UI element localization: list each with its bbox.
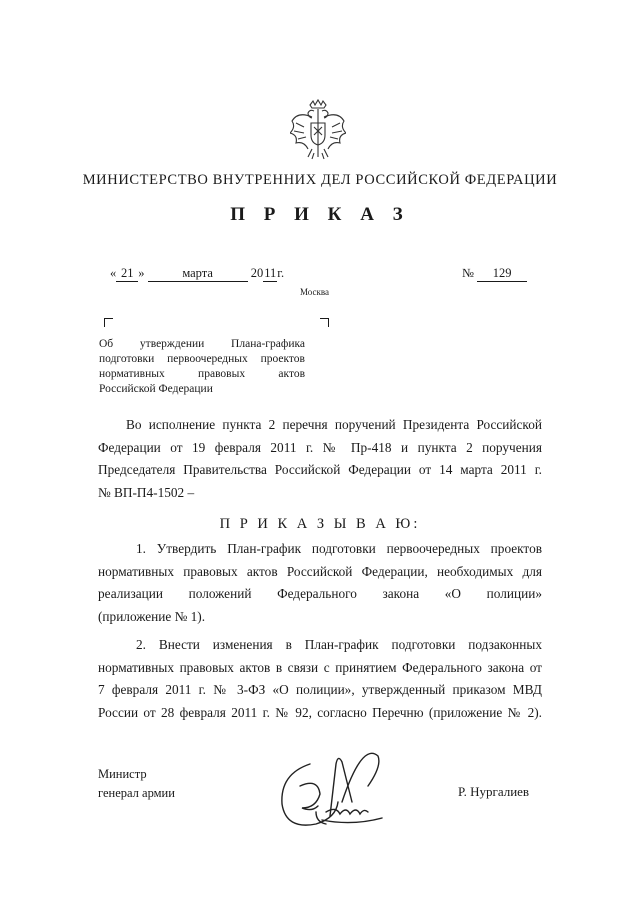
order-number-value: 129	[477, 266, 527, 282]
signatory-position: Министр генерал армии	[98, 767, 175, 800]
order-item-2: 2. Внести изменения в План-график подготовки подзаконных нормативных правовых актов в связи с принятием Федерального закона от 7 февраля 2011 г. № 3-ФЗ «О полиции», утвержденный приказом МВД России от 28 февраля 2011 г. № 92, согласно Перечню (приложение № 2).	[98, 637, 542, 720]
order-item-1: 1. Утвердить План-график подготовки первоочередных проектов нормативных правовых актов Российской Федерации, необходимых для реализации положений Федерального закона «О полиции» (приложение № 1).	[98, 541, 542, 624]
order-number: № 129	[462, 266, 527, 282]
date-year-suffix: 11	[264, 266, 277, 280]
order-heading: П Р И К А З Ы В А Ю:	[219, 516, 421, 532]
coat-of-arms-icon	[290, 97, 346, 161]
document-type: П Р И К А З	[230, 204, 410, 225]
date-day: 21	[116, 266, 138, 282]
date-field: « 21 » марта 2011г.	[110, 266, 285, 280]
preamble: Во исполнение пункта 2 перечня поручений Президента Российской Федерации от 19 февраля 2011 г. № Пр-418 и пункта 2 поручения Председателя Правительства Российской Федерации от 14 марта 2011 г. № ВП-П4-1502 –	[98, 417, 542, 500]
city-label: Москва	[300, 287, 329, 297]
signatory-name: Р. Нургалиев	[458, 784, 530, 799]
date-month: марта	[148, 266, 248, 282]
bracket-top-right	[320, 318, 329, 327]
date-year-prefix: 20	[250, 266, 264, 280]
order-subject: Об утверждении Плана-графика подготовки первоочередных проектов нормативных правовых актов Российской Федерации	[99, 338, 305, 395]
bracket-top-left	[104, 318, 113, 327]
ministry-title: МИНИСТЕРСТВО ВНУТРЕННИХ ДЕЛ РОССИЙСКОЙ ФЕДЕРАЦИИ	[82, 172, 558, 188]
handwritten-signature-icon	[270, 746, 400, 838]
